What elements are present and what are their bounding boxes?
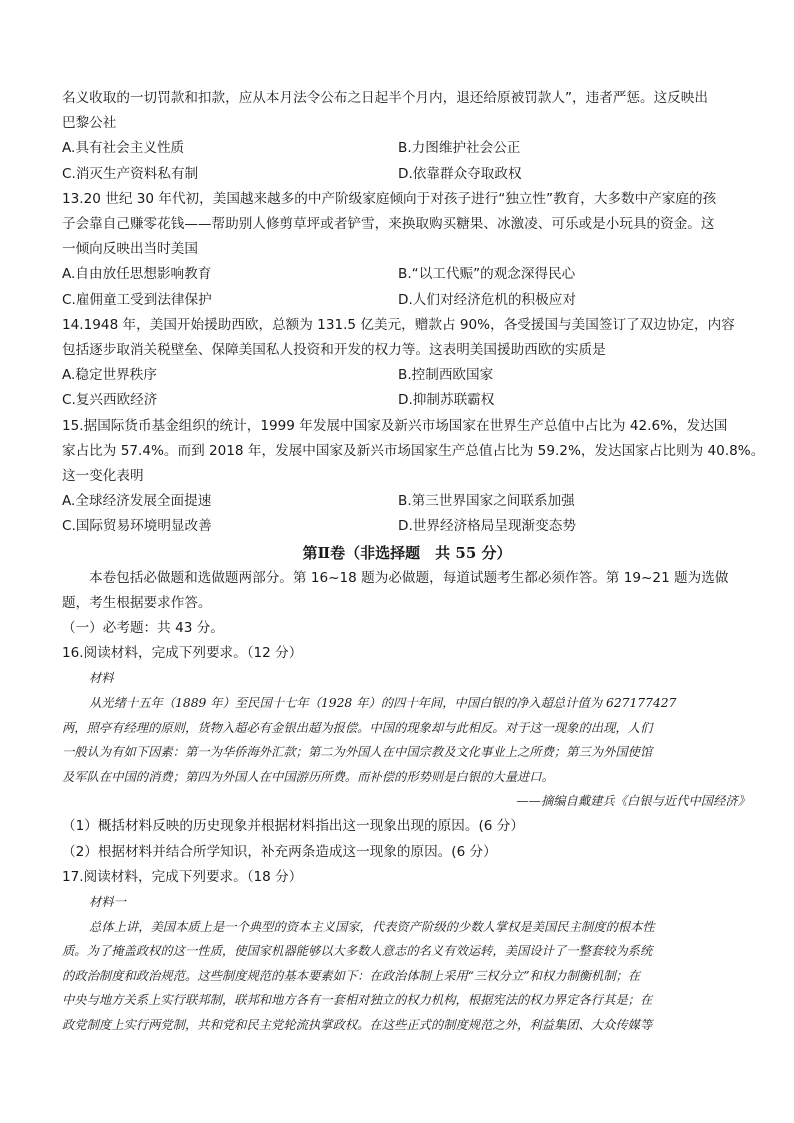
q14-option-b: B.控制西欧国家: [398, 367, 494, 384]
q13-option-b: B.“以工代赈”的观念深得民心: [398, 266, 576, 283]
q15-options-row: [62, 489, 752, 514]
q17-material-line: 政党制度上实行两党制，共和党和民主党轮流执掌政权。在这些正式的制度规范之外，利益集团、大众传媒等: [62, 1018, 653, 1033]
q14-options-row: [62, 388, 752, 413]
q14-option-d: D.抑制苏联霸权: [398, 392, 495, 409]
q15-option-d: D.世界经济格局呈现渐变态势: [398, 518, 576, 535]
q16-material-line: 及军队在中国的消费；第四为外国人在中国游历所费。而补偿的形势则是白银的大量进口。: [62, 769, 554, 784]
q13-option-d: D.人们对经济危机的积极应对: [398, 291, 576, 308]
q13-option-c: C.雇佣童工受到法律保护: [62, 291, 212, 308]
q16-material-label: 材料: [89, 671, 114, 686]
q12-stem-line: 巴黎公社: [62, 115, 117, 132]
q16-subquestion-1: （1）概括材料反映的历史现象并根据材料指出这一现象出现的原因。(6 分）: [62, 818, 524, 835]
q16-subquestion-2: （2）根据材料并结合所学知识，补充两条造成这一现象的原因。(6 分）: [62, 843, 497, 860]
q16-source: ——摘编自戴建兵《白银与近代中国经济》: [516, 794, 750, 809]
q12-option-b: B.力图维护社会公正: [398, 140, 521, 157]
q13-options-row: [62, 262, 752, 287]
q15-option-b: B.第三世界国家之间联系加强: [398, 493, 575, 510]
q17-stem: 17.阅读材料，完成下列要求。（18 分）: [62, 868, 303, 885]
q15-options-row: [62, 514, 752, 539]
q12-options-row: [62, 162, 752, 187]
q15-stem-line: 15.据国际货币基金组织的统计，1999 年发展中国家及新兴市场国家在世界生产总值中占比为 42.6%，发达国: [62, 417, 728, 434]
q13-options-row: [62, 288, 752, 313]
q16-material-line: 从光绪十五年（1889 年）至民国十七年（1928 年）的四十年间，中国白银的净入超总计值为 627177427: [89, 696, 677, 711]
q13-stem-line: 13.20 世纪 30 年代初，美国越来越多的中产阶级家庭倾向于对孩子进行“独立性”教育，大多数中产家庭的孩: [62, 190, 717, 207]
q14-options-row: [62, 363, 752, 388]
q17-material-line: 质。为了掩盖政权的这一性质，使国家机器能够以大多数人意志的名义有效运转，美国设计了一整套较为系统: [62, 944, 653, 959]
q17-material-line: 的政治制度和政治规范。这些制度规范的基本要素如下：在政治体制上采用“三权分立”和权力制衡机制；在: [62, 968, 641, 983]
q15-option-c: C.国际贸易环境明显改善: [62, 518, 212, 535]
q17-material-line: 总体上讲，美国本质上是一个典型的资本主义国家，代表资产阶级的少数人掌权是美国民主制度的根本性: [89, 919, 655, 934]
q13-stem-line: 子会靠自己赚零花钱——帮助别人修剪草坪或者铲雪，来换取购买糖果、冰激凌、可乐或是小玩具的资金。这: [62, 216, 715, 233]
q16-stem: 16.阅读材料，完成下列要求。（12 分）: [62, 645, 303, 662]
q16-material-line: 一般认为有如下因素：第一为华侨海外汇款；第二为外国人在中国宗教及文化事业上之所费；第三为外国使馆: [62, 745, 653, 760]
q14-stem-line: 14.1948 年，美国开始援助西欧，总额为 131.5 亿美元，赠款占 90%，各受援国与美国签订了双边协定，内容: [62, 316, 735, 333]
part2-intro-line: 本卷包括必做题和选做题两部分。第 16~18 题为必做题，每道试题考生都必须作答。第 19~21 题为选做: [89, 569, 729, 586]
q13-stem-line: 一倾向反映出当时美国: [62, 241, 198, 258]
part2-title: 第Ⅱ卷（非选择题 共 55 分）: [302, 543, 512, 562]
q12-option-c: C.消灭生产资料私有制: [62, 165, 199, 182]
required-section-heading: （一）必考题：共 43 分。: [62, 620, 224, 637]
q15-stem-line: 家占比为 57.4%。而到 2018 年，发展中国家及新兴市场国家生产总值占比为 59.2%，发达国家占比则为 40.8%。: [62, 442, 765, 459]
q12-options-row: [62, 136, 752, 161]
exam-page: [62, 86, 765, 1038]
q14-option-c: C.复兴西欧经济: [62, 392, 158, 409]
q12-option-d: D.依靠群众夺取政权: [398, 165, 522, 182]
q12-option-a: A.具有社会主义性质: [62, 140, 185, 157]
q17-material-label: 材料一: [89, 895, 126, 910]
part2-intro-line: 题，考生根据要求作答。: [62, 594, 212, 611]
q16-material-line: 两，照亭有经理的原则，货物入超必有金银出超为报偿。中国的现象却与此相反。对于这一现象的出现，人们: [62, 720, 653, 735]
q14-stem-line: 包括逐步取消关税壁垒、保障美国私人投资和开发的权力等。这表明美国援助西欧的实质是: [62, 342, 606, 359]
q17-material-line: 中央与地方关系上实行联邦制，联邦和地方各有一套相对独立的权力机构，根据宪法的权力界定各行其是；在: [62, 993, 653, 1008]
q15-option-a: A.全球经济发展全面提速: [62, 493, 212, 510]
q15-stem-line: 这一变化表明: [62, 468, 144, 485]
q12-stem-line: 名义收取的一切罚款和扣款，应从本月法令公布之日起半个月内，退还给原被罚款人”，违者严惩。这反映出: [62, 90, 708, 106]
q13-option-a: A.自由放任思想影响教育: [62, 266, 212, 283]
q14-option-a: A.稳定世界秩序: [62, 367, 157, 384]
